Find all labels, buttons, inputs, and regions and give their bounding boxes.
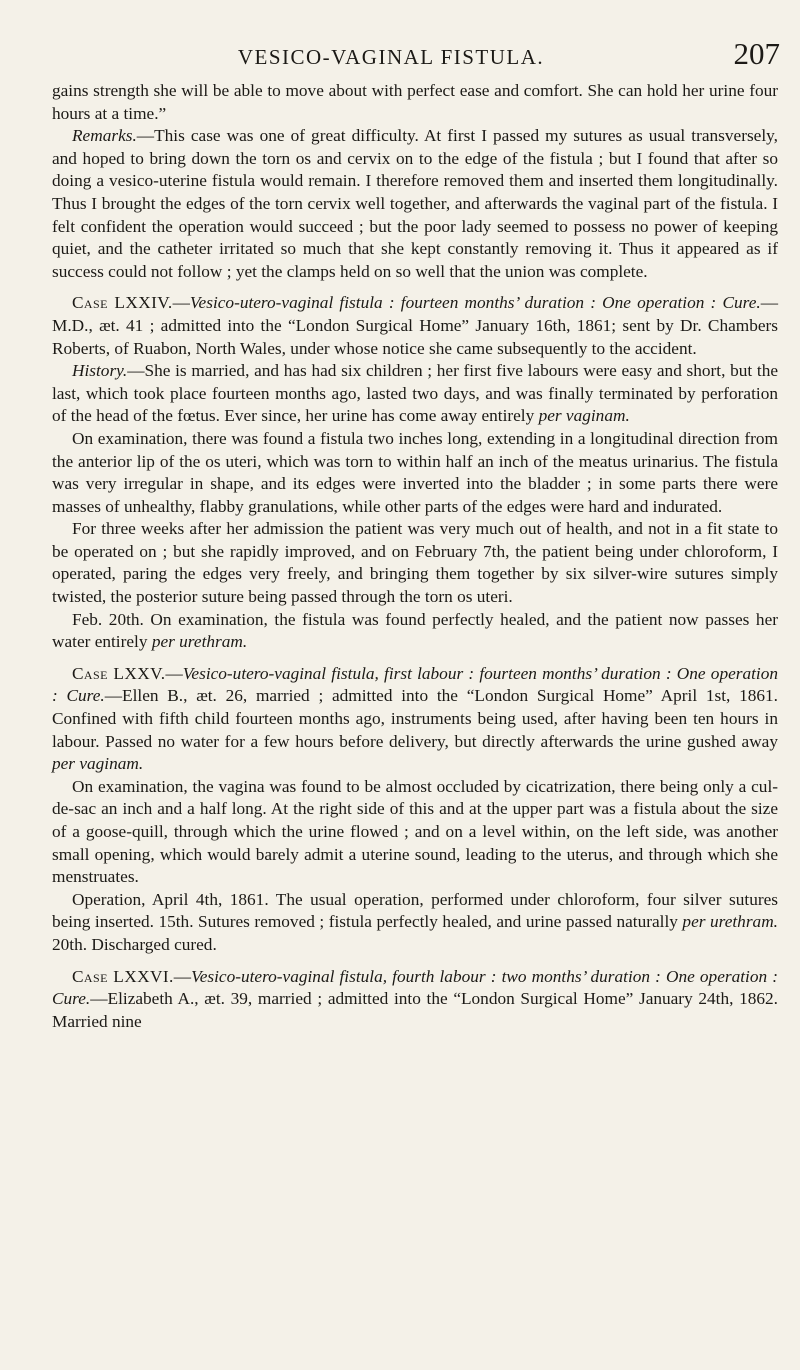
case-paragraph: [52, 663, 778, 776]
text-run: On examination, there was found a fistula two inches long, extending in a longitudinal direction from the anterior lip of the os uteri, which was torn to within half an inch of the meatus urinarius. The fistula was very irregular in shape, and its edges were inverted into the bladder ; in some parts there were masses of unhealthy, flabby granulations, while other parts of the edges were hard and indurated.: [52, 428, 778, 516]
paragraph: [52, 125, 778, 283]
italic-text: Vesico-utero-vaginal fistula : fourteen months’ duration : One operation : Cure.: [189, 293, 761, 313]
book-page: [52, 0, 780, 1370]
text-run: —She is married, and has had six children ; her first five labours were easy and short, but the last, which took place fourteen months ago, lasted two days, and was finally terminated by perforation of the head of the fœtus. Ever since, her urine has come away entirely: [52, 361, 778, 426]
paragraph: [52, 776, 778, 889]
italic-text: Vesico-utero-vaginal fistula, fourth labour : two months’ duration : One operation : Cure.: [52, 966, 778, 1009]
italic-text: Remarks.: [72, 126, 137, 146]
text-run: Operation, April 4th, 1861. The usual operation, performed under chloroform, four silver sutures being inserted. 15th. Sutures removed ; fistula perfectly healed, and urine passed naturally: [52, 889, 778, 932]
text-run: —: [165, 663, 183, 683]
page-number: 207: [733, 36, 780, 71]
page-header: [52, 0, 780, 80]
paragraph: [52, 428, 778, 518]
text-run: On examination, the vagina was found to be almost occluded by cicatrization, there being only a cul-de-sac an inch and a half long. At the right side of this and at the upper part was a fistula about the size of a goose-quill, through which the urine flowed ; and on a level within, on the left side, was another small opening, which would barely admit a uterine sound, leading to the uterus, and through which she menstruates.: [52, 776, 778, 887]
case-paragraph: [52, 966, 778, 1034]
paragraph: [52, 80, 778, 125]
paragraph: [52, 609, 778, 654]
italic-text: per vaginam.: [538, 406, 630, 426]
text-run: —: [172, 293, 190, 313]
case-number: Case LXXVI.: [72, 966, 174, 986]
italic-text: per vaginam.: [52, 754, 144, 774]
italic-text: per urethram.: [682, 912, 778, 932]
text-run: gains strength she will be able to move about with perfect ease and comfort. She can hold her urine four hours at a time.”: [52, 81, 778, 123]
case-number: Case LXXIV.: [72, 293, 173, 313]
italic-text: History.: [72, 361, 128, 381]
italic-text: Vesico-utero-vaginal fistula, first labour : fourteen months’ duration : One operation : Cure.: [52, 663, 778, 706]
text-run: For three weeks after her admission the patient was very much out of health, and not in a fit state to be operated on ; but she rapidly improved, and on February 7th, the patient being under chloroform, I operated, paring the edges very freely, and bringing them together by six silver-wire sutures simply twisted, the posterior suture being passed through the torn os uteri.: [52, 519, 778, 607]
body-text: [52, 80, 778, 1033]
text-run: 20th. Discharged cured.: [52, 934, 217, 954]
text-run: —This case was one of great difficulty. At first I passed my sutures as usual transversely, and hoped to bring down the torn os and cervix on to the edge of the fistula ; but I found that after so doing a vesico-uterine fistula would remain. I therefore removed them and inserted them longitudinally. Thus I brought the edges of the torn cervix well together, and afterwards the vaginal part of the fistula. I felt confident the operation would succeed ; but the poor lady seemed to possess no power of keeping quiet, and the catheter irritated so much that she kept constantly removing it. Thus it appeared as if success could not follow ; yet the clamps held on so well that the union was complete.: [52, 126, 778, 281]
italic-text: per urethram.: [151, 632, 248, 652]
running-head: VESICO-VAGINAL FISTULA.: [237, 45, 545, 69]
text-run: —Elizabeth A., æt. 39, married ; admitted into the “London Surgical Home” January 24th, 1862. Married nine: [52, 989, 778, 1031]
case-paragraph: [52, 292, 778, 360]
text-run: —M.D., æt. 41 ; admitted into the “London Surgical Home” January 16th, 1861; sent by Dr. Chambers Roberts, of Ruabon, North Wales, under whose notice she came subsequently to the accident.: [52, 293, 778, 358]
text-run: —: [173, 966, 192, 986]
text-run: Feb. 20th. On examination, the fistula was found perfectly healed, and the patient now passes her water entirely: [52, 609, 778, 652]
paragraph: [52, 360, 778, 428]
text-run: —Ellen B., æt. 26, married ; admitted into the “London Surgical Home” April 1st, 1861. Confined with fifth child fourteen months ago, instruments being used, after having been ten hours in labour. Passed no water for a few hours before delivery, but directly afterwards the urine gushed away: [52, 686, 779, 751]
paragraph: [52, 889, 778, 957]
case-number: Case LXXV.: [72, 663, 166, 683]
paragraph: [52, 518, 778, 608]
